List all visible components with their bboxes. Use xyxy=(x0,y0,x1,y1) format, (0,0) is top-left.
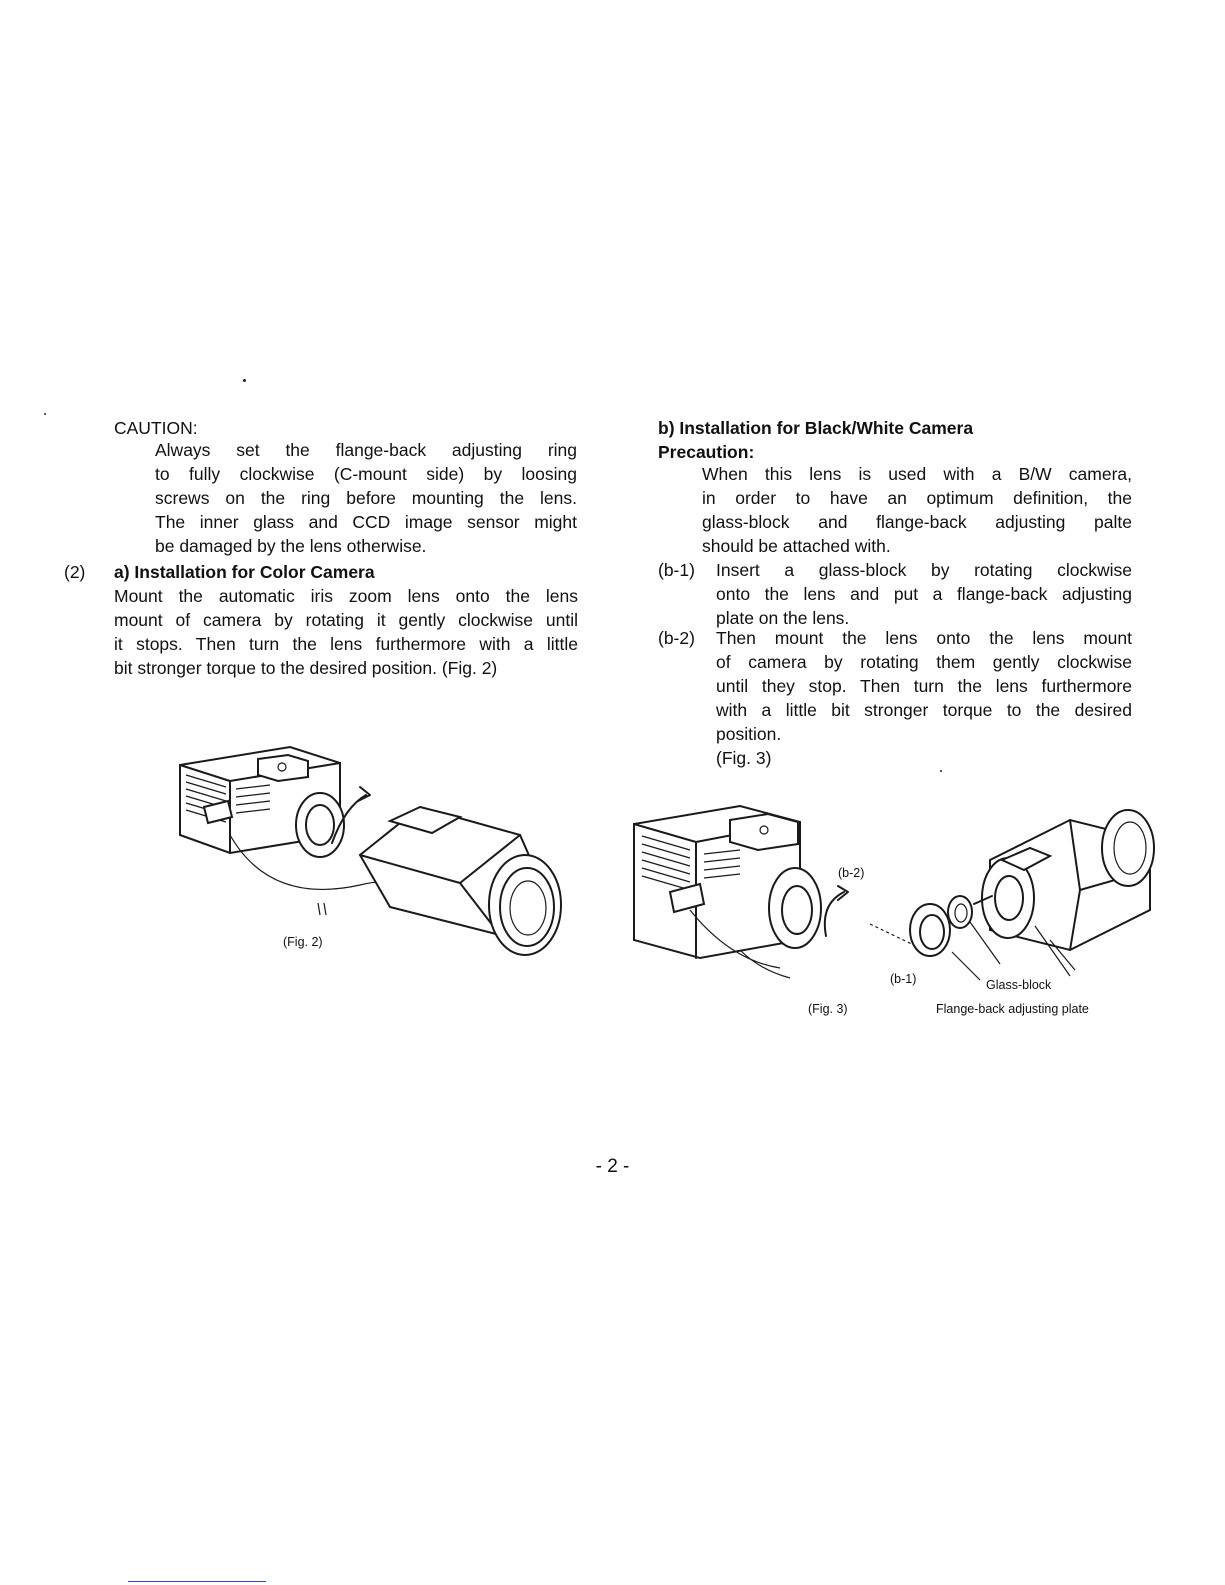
figure-3-caption: (Fig. 3) xyxy=(808,1002,848,1016)
step-b1-line: onto the lens and put a flange-back adjusting xyxy=(716,584,1132,604)
section-title-bw: b) Installation for Black/White Camera xyxy=(658,418,974,438)
caution-line: to fully clockwise (C-mount side) by loosing xyxy=(155,464,577,484)
step-label-b1: (b-1) xyxy=(658,560,695,580)
caution-line: be damaged by the lens otherwise. xyxy=(155,536,427,556)
step-label-b2: (b-2) xyxy=(658,628,695,648)
step-b2-line: Then mount the lens onto the lens mount xyxy=(716,628,1132,648)
caution-line: screws on the ring before mounting the lens. xyxy=(155,488,577,508)
step-b2-line: of camera by rotating them gently clockwise xyxy=(716,652,1132,672)
color-install-line: Mount the automatic iris zoom lens onto the lens xyxy=(114,586,578,606)
precaution-line: should be attached with. xyxy=(702,536,891,556)
step-b2-line: (Fig. 3) xyxy=(716,748,772,768)
step-b2-text xyxy=(716,626,1132,770)
step-b1-line: plate on the lens. xyxy=(716,608,850,628)
precaution-line: in order to have an optimum definition, the xyxy=(702,488,1132,508)
figure-2-illustration xyxy=(170,735,580,965)
step-b1-line: Insert a glass-block by rotating clockwise xyxy=(716,560,1132,580)
section-number: (2) xyxy=(64,562,86,582)
precaution-title: Precaution: xyxy=(658,442,755,462)
caution-line: The inner glass and CCD image sensor might xyxy=(155,512,577,532)
color-install-line: mount of camera by rotating it gently clockwise until xyxy=(114,610,578,630)
section-title-color: a) Installation for Color Camera xyxy=(114,562,375,582)
step-b2-line: position. xyxy=(716,724,782,744)
color-install-line: bit stronger torque to the desired position. (Fig. 2) xyxy=(114,658,498,678)
caution-title: CAUTION: xyxy=(114,418,198,438)
color-install-text xyxy=(114,584,578,680)
bottom-link-line xyxy=(128,1581,266,1582)
step-b2-line: with a little bit stronger torque to the desired xyxy=(716,700,1132,720)
figure-3-label-b2: (b-2) xyxy=(838,866,865,880)
precaution-line: When this lens is used with a B/W camera, xyxy=(702,464,1132,484)
figure-3-illustration xyxy=(630,800,1160,990)
precaution-text xyxy=(702,462,1132,558)
stray-dot xyxy=(44,413,46,415)
figure-3-label-b1: (b-1) xyxy=(890,972,917,986)
caution-text xyxy=(155,438,577,558)
step-b1-text xyxy=(716,558,1132,630)
figure-3-label-glass-block: Glass-block xyxy=(986,978,1052,992)
page-number: - 2 - xyxy=(595,1156,630,1177)
stray-dot xyxy=(940,770,942,772)
figure-2-caption: (Fig. 2) xyxy=(283,935,323,949)
color-install-line: it stops. Then turn the lens furthermore with a little xyxy=(114,634,578,654)
step-b2-line: until they stop. Then turn the lens furthermore xyxy=(716,676,1132,696)
figure-3-label-flange-plate: Flange-back adjusting plate xyxy=(936,1002,1089,1016)
stray-dot xyxy=(243,379,246,382)
caution-line: Always set the flange-back adjusting ring xyxy=(155,440,577,460)
precaution-line: glass-block and flange-back adjusting palte xyxy=(702,512,1132,532)
